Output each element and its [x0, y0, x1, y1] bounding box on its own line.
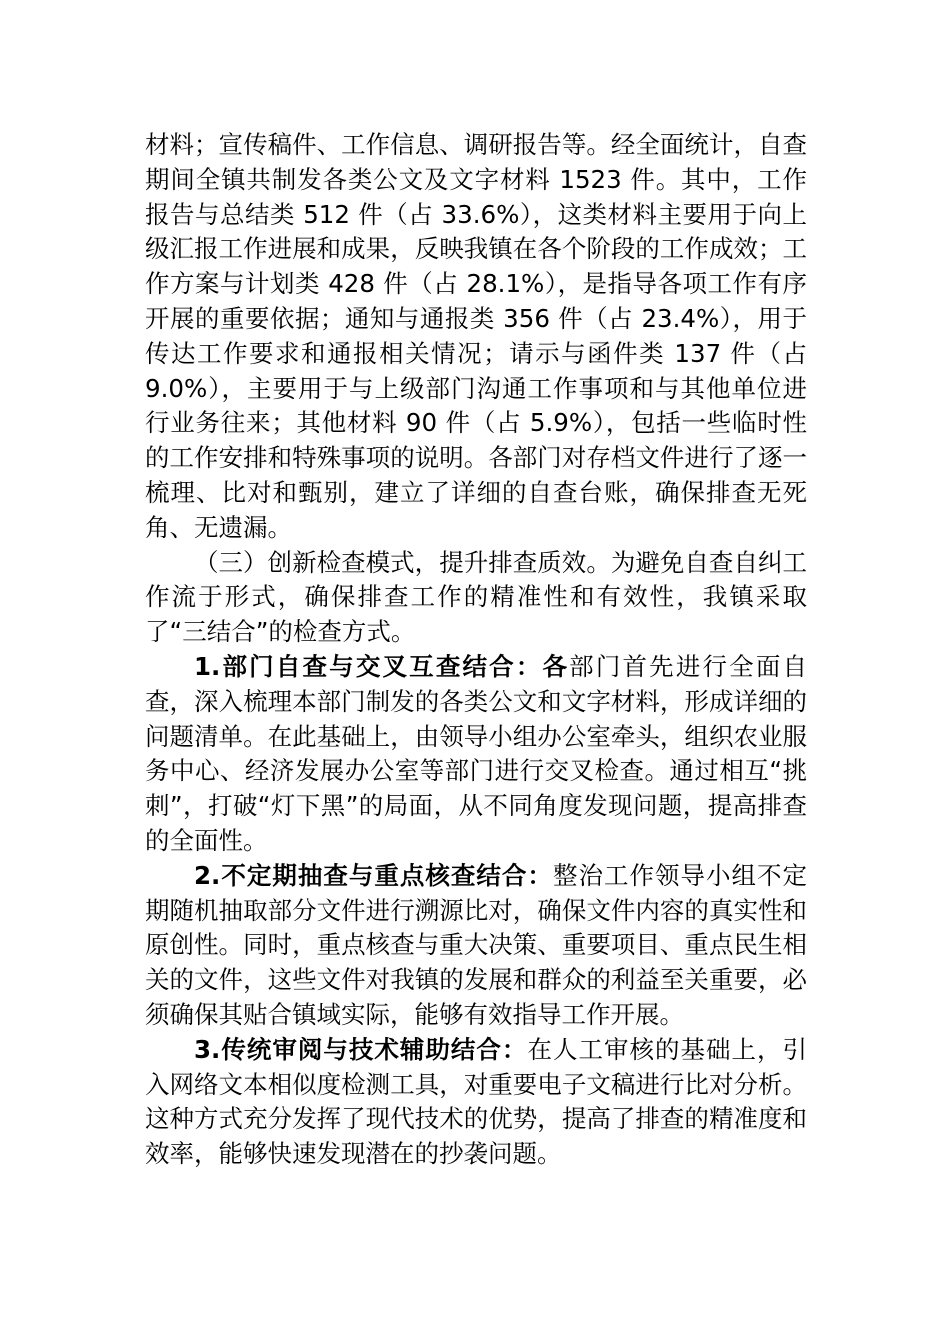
paragraph-statistics: 材料；宣传稿件、工作信息、调研报告等。经全面统计，自查期间全镇共制发各类公文及文字材料 1523 件。其中，工作报告与总结类 512 件（占 33.6%），这类材料主要用于向上级汇报工作进展和成果，反映我镇在各个阶段的工作成效；工作方案与计划类 428 件（占 28.1%），是指导各项工作有序开展的重要依据；通知与通报类 356 件（占 23.4%），用于传达工作要求和通报相关情况；请示与函件类 137 件（占 9.0%），主要用于与上级部门沟通工作事项和与其他单位进行业务往来；其他材料 90 件（占 5.9%），包括一些临时性的工作安排和特殊事项的说明。各部门对存档文件进行了逐一梳理、比对和甄别，建立了详细的自查台账，确保排查无死角、无遗漏。	[145, 130, 807, 542]
paragraph-lead-heading: 3.传统审阅与技术辅助结合：	[194, 1034, 528, 1064]
paragraph-inspection-mode: （三）创新检查模式，提升排查质效。为避免自查自纠工作流于形式，确保排查工作的精准性和有效性，我镇采取了“三结合”的检查方式。	[145, 547, 807, 647]
paragraph-body: 整治工作领导小组不定期随机抽取部分文件进行溯源比对，确保文件内容的真实性和原创性。同时，重点核查与重大决策、重要项目、重点民生相关的文件，这些文件对我镇的发展和群众的利益至关重要，必须确保其贴合镇域实际，能够有效指导工作开展。	[145, 860, 808, 1029]
paragraph-tech-assist	[145, 1033, 807, 1172]
paragraph-cross-check	[145, 650, 807, 859]
paragraph-spot-check	[145, 859, 807, 1033]
paragraph-body: 部门首先进行全面自查，深入梳理本部门制发的各类公文和文字材料，形成详细的问题清单。在此基础上，由领导小组办公室牵头，组织农业服务中心、经济发展办公室等部门进行交叉检查。通过相互“挑刺”，打破“灯下黑”的局面，从不同角度发现问题，提高排查的全面性。	[145, 651, 807, 855]
paragraph-body: 在人工审核的基础上，引入网络文本相似度检测工具，对重要电子文稿进行比对分析。这种方式充分发挥了现代技术的优势，提高了排查的精准度和效率，能够快速发现潜在的抄袭问题。	[145, 1034, 807, 1169]
paragraph-lead-heading: 2.不定期抽查与重点核查结合：	[194, 860, 553, 890]
paragraph-lead-heading: 1.部门自查与交叉互查结合：各	[194, 651, 570, 681]
document-page	[145, 128, 807, 1172]
